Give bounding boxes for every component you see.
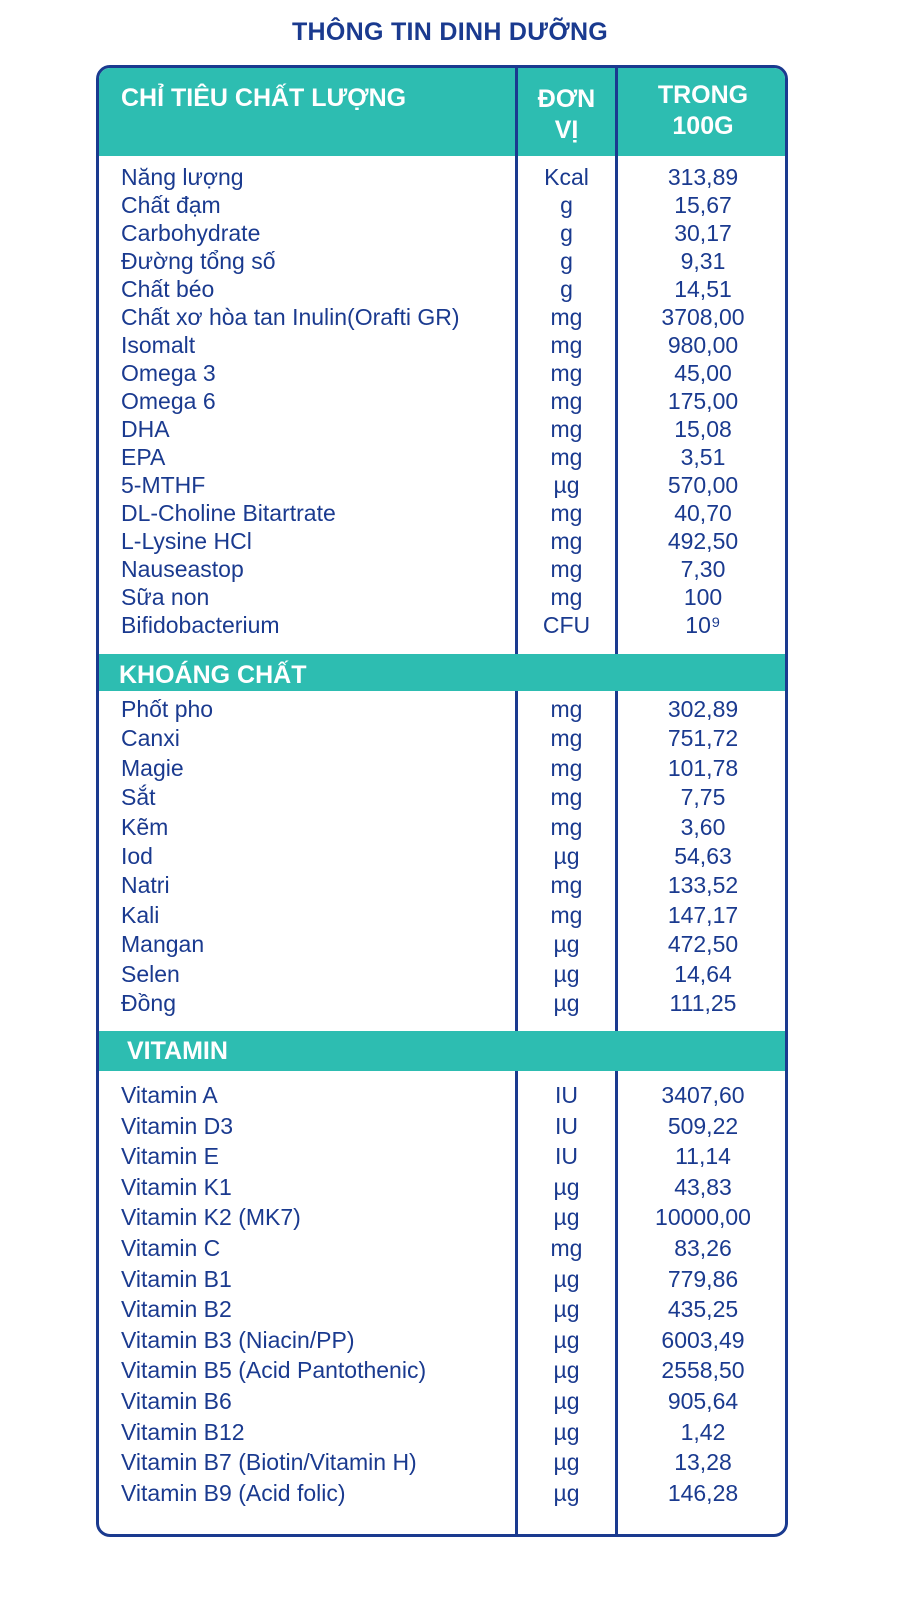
table-row [99,902,785,931]
nutrient-unit: µg [553,1449,580,1476]
section-header-minerals [99,654,785,691]
nutrient-value: 30,17 [674,220,732,246]
nutrient-value: 83,26 [674,1234,732,1261]
nutrient-value: 2558,50 [661,1357,745,1384]
table-row [99,164,785,192]
section-label-vitamin: VITAMIN [127,1037,228,1065]
table-row [99,248,785,276]
nutrient-value: 15,08 [674,416,732,442]
nutrient-value: 101,78 [667,754,739,781]
table-row [99,1174,785,1205]
nutrient-value: 472,50 [667,931,739,958]
nutrient-unit: g [560,220,573,246]
nutrient-unit: g [560,192,573,218]
nutrient-unit: mg [550,725,583,752]
nutrient-value: 313,89 [667,164,739,190]
header-unit-line1: ĐƠN [537,85,596,113]
nutrient-value: 3,60 [680,813,726,840]
nutrient-unit: mg [550,1234,583,1261]
nutrient-name: Sắt [121,784,156,811]
nutrient-name: Natri [121,872,170,899]
nutrient-name: Vitamin E [121,1143,220,1170]
table-row [99,1327,785,1358]
table-row [99,500,785,528]
nutrient-value: 10⁹ [685,612,721,638]
table-row [99,220,785,248]
nutrient-name: Vitamin B7 (Biotin/Vitamin H) [121,1449,417,1476]
nutrient-name: Selen [121,960,180,987]
table-row [99,755,785,784]
nutrient-unit: µg [553,842,580,869]
nutrient-unit: µg [553,1296,580,1323]
nutrient-name: DHA [121,416,170,442]
table-row [99,332,785,360]
nutrient-name: Carbohydrate [121,220,261,246]
nutrient-name: Sữa non [121,584,210,610]
nutrient-value: 570,00 [667,472,739,498]
table-row [99,1113,785,1144]
table-row [99,416,785,444]
nutrient-value: 43,83 [674,1173,732,1200]
table-row [99,814,785,843]
section-header-vitamin [99,1031,785,1071]
nutrient-name: L-Lysine HCl [121,528,252,554]
nutrient-name: DL-Choline Bitartrate [121,500,336,526]
table-row [99,1235,785,1266]
nutrient-unit: µg [553,1418,580,1445]
section-label-minerals: KHOÁNG CHẤT [119,661,307,689]
header-per-100g [618,80,788,142]
nutrient-value: 175,00 [667,388,739,414]
nutrient-name: Chất béo [121,276,215,302]
nutrient-unit: IU [555,1112,578,1139]
nutrient-unit: mg [550,813,583,840]
table-row [99,584,785,612]
table-row [99,1419,785,1450]
nutrient-value: 6003,49 [661,1326,745,1353]
nutrient-value: 14,64 [674,960,732,987]
nutrient-unit: mg [550,584,583,610]
nutrient-unit: µg [553,1357,580,1384]
table-row [99,990,785,1019]
nutrient-unit: mg [550,416,583,442]
nutrient-value: 11,14 [675,1143,731,1170]
header-unit-line2: VỊ [554,116,579,144]
nutrient-name: Vitamin B5 (Acid Pantothenic) [121,1357,427,1384]
nutrient-unit: mg [550,500,583,526]
table-row [99,1449,785,1480]
table-row [99,1296,785,1327]
nutrient-unit: IU [555,1143,578,1170]
nutrient-unit: mg [550,784,583,811]
nutrient-name: Vitamin D3 [121,1112,234,1139]
nutrient-name: Iod [121,842,153,869]
nutrient-unit: µg [553,960,580,987]
nutrient-unit: mg [550,901,583,928]
nutrition-table [96,65,788,1537]
nutrient-name: Vitamin B9 (Acid folic) [121,1479,346,1506]
nutrient-name: Vitamin B3 (Niacin/PP) [121,1326,355,1353]
nutrient-unit: mg [550,754,583,781]
nutrient-value: 751,72 [667,725,739,752]
header-per-100g-line2: 100G [672,112,734,140]
table-row [99,360,785,388]
nutrient-value: 905,64 [667,1387,739,1414]
nutrient-value: 15,67 [674,192,732,218]
nutrient-value: 3,51 [680,444,726,470]
nutrient-value: 509,22 [667,1112,739,1139]
nutrient-unit: µg [553,931,580,958]
nutrient-name: Vitamin C [121,1234,221,1261]
nutrient-unit: mg [550,556,583,582]
nutrient-name: Kali [121,901,160,928]
table-row [99,843,785,872]
nutrient-value: 1,42 [680,1418,726,1445]
nutrient-unit: µg [553,1387,580,1414]
table-row [99,472,785,500]
nutrient-value: 40,70 [674,500,732,526]
nutrient-unit: mg [550,528,583,554]
nutrient-name: Omega 6 [121,388,216,414]
nutrient-value: 492,50 [667,528,739,554]
nutrient-unit: µg [553,1265,580,1292]
table-row [99,696,785,725]
nutrient-name: 5-MTHF [121,472,206,498]
nutrient-unit: mg [550,304,583,330]
nutrient-unit: mg [550,696,583,722]
nutrient-name: EPA [121,444,166,470]
nutrient-value: 9,31 [680,248,726,274]
nutrient-value: 54,63 [674,842,732,869]
table-row [99,961,785,990]
table-row [99,784,785,813]
nutrient-unit: µg [553,1173,580,1200]
nutrient-unit: IU [555,1082,578,1108]
nutrient-unit: mg [550,444,583,470]
section-minerals-rows [99,696,785,1019]
section-general-rows [99,164,785,640]
table-row [99,1357,785,1388]
nutrient-value: 13,28 [674,1449,732,1476]
table-row [99,304,785,332]
nutrient-name: Đường tổng số [121,248,276,274]
header-criteria: CHỈ TIÊU CHẤT LƯỢNG [121,84,407,112]
nutrient-name: Vitamin B1 [121,1265,232,1292]
nutrient-unit: mg [550,332,583,358]
nutrient-name: Vitamin B12 [121,1418,245,1445]
nutrient-unit: g [560,248,573,274]
nutrient-name: Vitamin K2 (MK7) [121,1204,301,1231]
page-title: THÔNG TIN DINH DƯỠNG [291,18,609,46]
nutrient-name: Canxi [121,725,180,752]
nutrient-name: Năng lượng [121,164,244,190]
nutrient-name: Bifidobacterium [121,612,280,638]
nutrient-value: 100 [683,584,723,610]
nutrient-value: 3708,00 [661,304,745,330]
table-row [99,1082,785,1113]
nutrient-name: Mangan [121,931,205,958]
header-unit [515,84,618,146]
nutrient-value: 779,86 [667,1265,739,1292]
section-vitamin-rows [99,1082,785,1510]
nutrient-value: 435,25 [667,1296,739,1323]
nutrient-name: Isomalt [121,332,196,358]
table-row [99,725,785,754]
table-row [99,192,785,220]
nutrient-value: 7,75 [680,784,726,811]
table-row [99,1143,785,1174]
table-row [99,276,785,304]
table-row [99,1204,785,1235]
table-row [99,872,785,901]
table-row [99,931,785,960]
nutrient-value: 980,00 [667,332,739,358]
nutrient-name: Đồng [121,989,176,1016]
table-row [99,1480,785,1511]
table-row [99,612,785,640]
nutrient-unit: µg [553,1326,580,1353]
nutrient-unit: µg [553,989,580,1016]
table-header [99,68,785,156]
nutrient-value: 10000,00 [655,1204,751,1231]
table-row [99,444,785,472]
nutrient-unit: CFU [542,612,591,638]
nutrient-value: 14,51 [674,276,732,302]
nutrient-value: 133,52 [667,872,739,899]
table-row [99,556,785,584]
nutrient-name: Nauseastop [121,556,244,582]
nutrient-value: 45,00 [674,360,732,386]
nutrient-unit: mg [550,388,583,414]
nutrient-name: Vitamin K1 [121,1173,232,1200]
nutrient-unit: mg [550,360,583,386]
nutrient-name: Magie [121,754,184,781]
nutrient-name: Vitamin B6 [121,1387,232,1414]
nutrient-value: 111,25 [669,989,737,1016]
nutrient-value: 3407,60 [661,1082,745,1108]
nutrient-name: Chất đạm [121,192,221,218]
nutrient-value: 146,28 [667,1479,739,1506]
header-per-100g-line1: TRONG [657,81,749,109]
nutrient-name: Omega 3 [121,360,216,386]
nutrient-unit: µg [553,1204,580,1231]
nutrient-value: 302,89 [667,696,739,722]
table-row [99,1388,785,1419]
nutrient-value: 147,17 [667,901,739,928]
nutrient-unit: Kcal [544,164,589,190]
nutrient-name: Vitamin A [121,1082,218,1108]
nutrient-unit: µg [553,472,580,498]
nutrient-unit: mg [550,872,583,899]
nutrient-unit: µg [553,1479,580,1506]
nutrient-name: Chất xơ hòa tan Inulin(Orafti GR) [121,304,460,330]
nutrient-name: Vitamin B2 [121,1296,232,1323]
nutrient-unit: g [560,276,573,302]
nutrient-value: 7,30 [680,556,726,582]
nutrient-name: Kẽm [121,813,169,840]
table-row [99,388,785,416]
table-row [99,1266,785,1297]
table-row [99,528,785,556]
nutrient-name: Phốt pho [121,696,214,722]
